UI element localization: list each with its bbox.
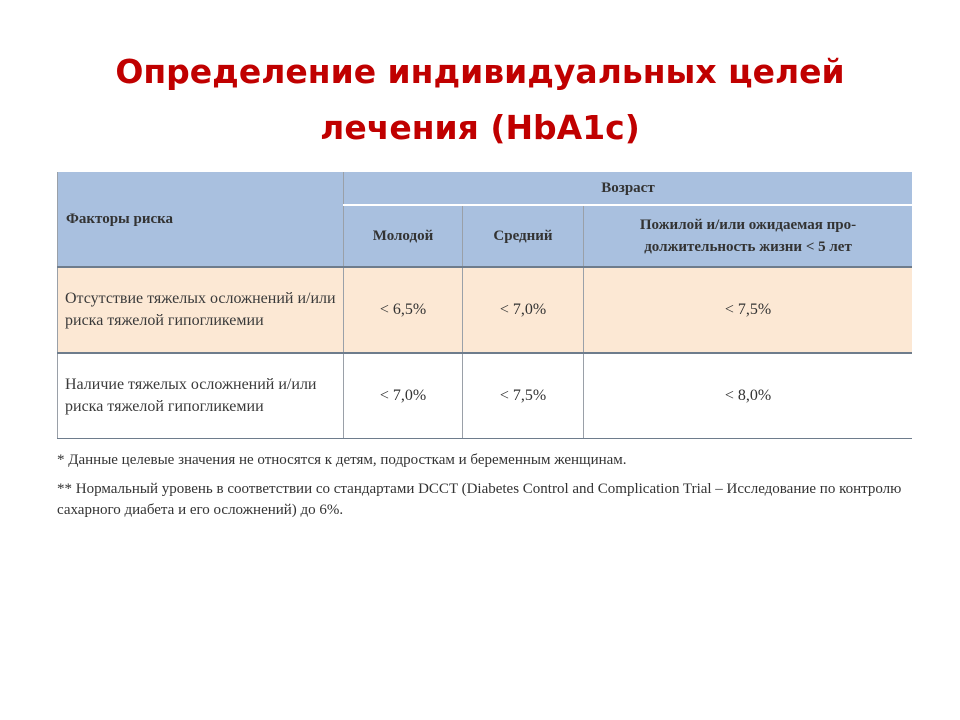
risk-factor-cell: Наличие тяжелых осложнений и/или риска тяжелой гипогликемии — [58, 353, 344, 439]
age-group-middle: Средний — [463, 205, 584, 267]
table-row — [58, 267, 913, 353]
slide-title-line-1: Определение индивидуальных целей — [115, 52, 845, 91]
risk-factors-header: Факторы риска — [58, 172, 344, 267]
table-row — [58, 353, 913, 439]
footnote-2: ** Нормальный уровень в соответствии со стандартами DCCT (Diabetes Control and Complication Trial – Исследование по контролю сахарного диабета и его осложнений) до 6%. — [57, 481, 902, 518]
target-value-elderly: < 8,0% — [584, 353, 913, 439]
slide-title — [60, 44, 900, 156]
slide-title-line-2: лечения (HbA1c) — [320, 108, 640, 147]
table-header-row — [58, 172, 913, 205]
target-value-middle: < 7,5% — [463, 353, 584, 439]
target-value-elderly: < 7,5% — [584, 267, 913, 353]
risk-factor-cell: Отсутствие тяжелых осложнений и/или риска тяжелой гипогликемии — [58, 267, 344, 353]
age-header: Возраст — [344, 172, 913, 205]
target-value-young: < 7,0% — [344, 353, 463, 439]
age-group-young: Молодой — [344, 205, 463, 267]
hba1c-targets-table — [57, 172, 912, 439]
footnote-1: * Данные целевые значения не относятся к детям, подросткам и беременным женщинам. — [57, 452, 627, 468]
age-group-elderly: Пожилой и/или ожидаемая про-должительность жизни < 5 лет — [584, 205, 913, 267]
target-value-young: < 6,5% — [344, 267, 463, 353]
footnotes — [57, 450, 917, 529]
target-value-middle: < 7,0% — [463, 267, 584, 353]
